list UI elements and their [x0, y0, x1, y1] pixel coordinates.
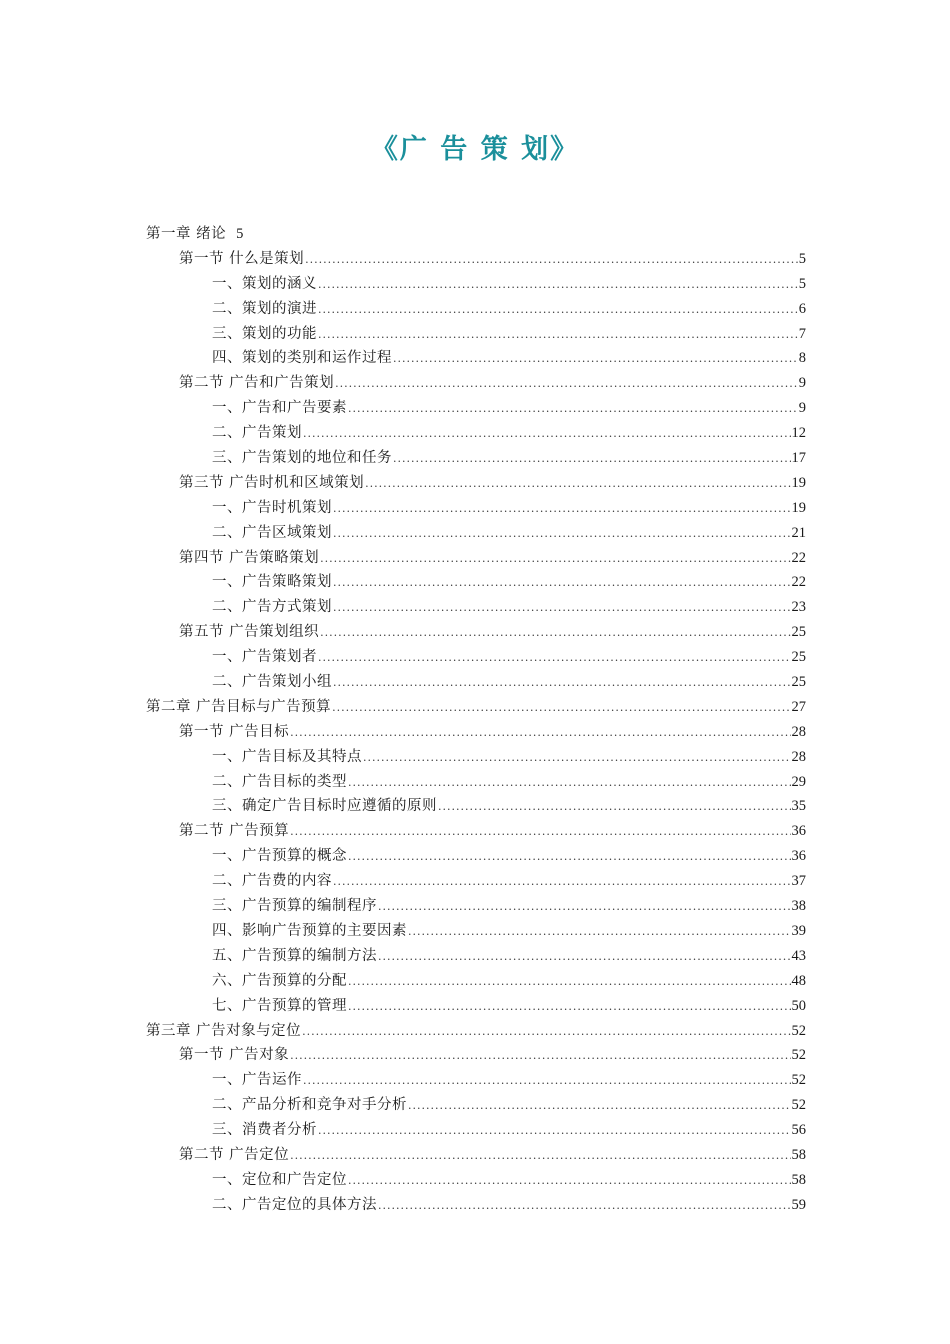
- toc-dot-leader: [318, 323, 798, 348]
- toc-entry-page-number: 23: [791, 599, 806, 616]
- toc-entry[interactable]: [146, 1068, 806, 1093]
- toc-entry-title: 一、定位和广告定位: [212, 1171, 347, 1188]
- toc-entry-page-number: 22: [791, 549, 806, 566]
- document-title: 《广 告 策 划》: [370, 134, 580, 165]
- toc-entry[interactable]: [146, 297, 806, 322]
- toc-entry-title: 一、策划的涵义: [212, 275, 317, 292]
- toc-entry-page-number: 25: [791, 624, 806, 641]
- toc-dot-leader: [318, 298, 798, 323]
- toc-dot-leader: [318, 273, 798, 298]
- table-of-contents: [146, 222, 806, 1218]
- toc-entry[interactable]: [146, 944, 806, 969]
- toc-dot-leader: [393, 447, 791, 472]
- toc-entry[interactable]: [146, 1143, 806, 1168]
- toc-dot-leader: [303, 422, 791, 447]
- toc-entry[interactable]: [146, 869, 806, 894]
- toc-entry[interactable]: [146, 1118, 806, 1143]
- toc-dot-leader: [378, 945, 791, 970]
- toc-entry-title: 第二节 广告和广告策划: [179, 375, 335, 392]
- toc-dot-leader: [333, 870, 791, 895]
- toc-entry-page-number: 56: [791, 1122, 806, 1139]
- toc-entry-page-number: 19: [791, 474, 806, 491]
- toc-entry-title: 六、广告预算的分配: [212, 972, 347, 989]
- toc-entry[interactable]: [146, 1168, 806, 1193]
- toc-entry[interactable]: [146, 346, 806, 371]
- toc-dot-leader: [290, 820, 790, 845]
- toc-entry-title: 三、消费者分析: [212, 1122, 317, 1139]
- toc-entry-page-number: 58: [791, 1146, 806, 1163]
- toc-dot-leader: [318, 1119, 791, 1144]
- toc-entry-title: 三、广告预算的编制程序: [212, 898, 377, 915]
- toc-entry[interactable]: [146, 720, 806, 745]
- toc-entry[interactable]: [146, 595, 806, 620]
- toc-entry[interactable]: [146, 794, 806, 819]
- toc-entry-page-number: 6: [798, 300, 806, 317]
- toc-entry-page-number: 9: [798, 375, 806, 392]
- toc-entry-title: 第三节 广告时机和区域策划: [179, 474, 365, 491]
- toc-dot-leader: [348, 771, 791, 796]
- toc-dot-leader: [320, 547, 790, 572]
- toc-entry-title: 三、确定广告目标时应遵循的原则: [212, 798, 437, 815]
- toc-entry-page-number: 17: [791, 450, 806, 467]
- toc-entry-title: 第五节 广告策划组织: [179, 624, 320, 641]
- toc-dot-leader: [333, 571, 791, 596]
- toc-entry-title: 二、广告策划: [212, 425, 302, 442]
- toc-dot-leader: [333, 671, 791, 696]
- toc-entry-page-number: 12: [791, 425, 806, 442]
- toc-dot-leader: [378, 895, 791, 920]
- toc-entry-title: 七、广告预算的管理: [212, 997, 347, 1014]
- toc-entry-title: 第一节 广告对象: [179, 1047, 290, 1064]
- toc-entry-page-number: 21: [791, 524, 806, 541]
- toc-entry[interactable]: [146, 396, 806, 421]
- toc-dot-leader: [302, 1020, 790, 1045]
- toc-dot-leader: [365, 472, 790, 497]
- toc-dot-leader: [348, 1169, 791, 1194]
- toc-dot-leader: [318, 646, 791, 671]
- toc-entry[interactable]: [146, 322, 806, 347]
- toc-entry[interactable]: [146, 570, 806, 595]
- toc-entry-title: 二、策划的演进: [212, 300, 317, 317]
- toc-entry[interactable]: [146, 546, 806, 571]
- toc-dot-leader: [333, 497, 791, 522]
- toc-entry-title: 一、广告策划者: [212, 649, 317, 666]
- toc-entry-title: 五、广告预算的编制方法: [212, 947, 377, 964]
- toc-entry-page-number: 22: [791, 574, 806, 591]
- toc-entry-page-number: 25: [791, 649, 806, 666]
- toc-entry-title: 四、策划的类别和运作过程: [212, 350, 392, 367]
- toc-entry-page-number: 43: [791, 947, 806, 964]
- toc-entry-title: 三、广告策划的地位和任务: [212, 450, 392, 467]
- toc-dot-leader: [333, 522, 791, 547]
- toc-entry-page-number: 48: [791, 972, 806, 989]
- toc-entry-page-number: 35: [791, 798, 806, 815]
- toc-dot-leader: [290, 721, 790, 746]
- toc-dot-leader: [305, 248, 798, 273]
- toc-entry-page-number: 28: [791, 748, 806, 765]
- toc-entry-page-number: 52: [791, 1047, 806, 1064]
- toc-entry-title: 第一节 什么是策划: [179, 250, 305, 267]
- toc-entry[interactable]: [146, 421, 806, 446]
- toc-entry-title: 第三章 广告对象与定位: [146, 1022, 302, 1039]
- toc-entry-page-number: 9: [798, 400, 806, 417]
- toc-entry-title: 一、广告预算的概念: [212, 848, 347, 865]
- toc-entry-page-number: 52: [791, 1097, 806, 1114]
- toc-entry[interactable]: [146, 620, 806, 645]
- toc-entry[interactable]: [146, 247, 806, 272]
- toc-dot-leader: [333, 596, 791, 621]
- toc-dot-leader: [438, 795, 791, 820]
- toc-entry-page-number: 5: [236, 226, 244, 242]
- toc-entry-title: 第一章 绪论: [146, 226, 227, 242]
- toc-dot-leader: [393, 347, 798, 372]
- toc-entry-title: 一、广告时机策划: [212, 499, 332, 516]
- toc-dot-leader: [348, 970, 791, 995]
- toc-dot-leader: [290, 1144, 790, 1169]
- toc-dot-leader: [408, 920, 791, 945]
- toc-entry-page-number: 52: [791, 1022, 806, 1039]
- toc-entry[interactable]: [146, 770, 806, 795]
- toc-entry-page-number: 37: [791, 873, 806, 890]
- toc-entry-title: 二、广告费的内容: [212, 873, 332, 890]
- toc-dot-leader: [290, 1044, 790, 1069]
- toc-entry-page-number: 38: [791, 898, 806, 915]
- toc-entry[interactable]: [146, 1019, 806, 1044]
- toc-entry[interactable]: [146, 222, 806, 247]
- toc-dot-leader: [303, 1069, 791, 1094]
- toc-entry-page-number: 39: [791, 922, 806, 939]
- toc-entry-page-number: 29: [791, 773, 806, 790]
- toc-entry[interactable]: [146, 745, 806, 770]
- toc-dot-leader: [363, 746, 791, 771]
- toc-entry-page-number: 5: [798, 250, 806, 267]
- toc-entry-title: 二、广告目标的类型: [212, 773, 347, 790]
- toc-entry-page-number: 28: [791, 723, 806, 740]
- toc-entry[interactable]: [146, 969, 806, 994]
- toc-entry-page-number: 59: [791, 1196, 806, 1213]
- toc-entry[interactable]: [146, 894, 806, 919]
- toc-entry[interactable]: [146, 496, 806, 521]
- toc-entry-title: 三、策划的功能: [212, 325, 317, 342]
- toc-entry-title: 二、广告策划小组: [212, 674, 332, 691]
- toc-entry-page-number: 36: [791, 848, 806, 865]
- toc-dot-leader: [348, 845, 791, 870]
- toc-entry-title: 一、广告运作: [212, 1072, 302, 1089]
- toc-entry-title: 二、广告区域策划: [212, 524, 332, 541]
- toc-entry-title: 第一节 广告目标: [179, 723, 290, 740]
- toc-entry[interactable]: [146, 1193, 806, 1218]
- toc-entry-page-number: 58: [791, 1171, 806, 1188]
- toc-entry-page-number: 19: [791, 499, 806, 516]
- toc-entry-page-number: 5: [798, 275, 806, 292]
- toc-entry[interactable]: [146, 844, 806, 869]
- toc-entry-page-number: 50: [791, 997, 806, 1014]
- toc-dot-leader: [335, 372, 798, 397]
- toc-dot-leader: [378, 1194, 791, 1219]
- toc-entry[interactable]: [146, 471, 806, 496]
- toc-entry[interactable]: [146, 1043, 806, 1068]
- toc-entry[interactable]: [146, 919, 806, 944]
- toc-entry-title: 第二节 广告预算: [179, 823, 290, 840]
- toc-dot-leader: [320, 621, 790, 646]
- toc-entry-page-number: 8: [798, 350, 806, 367]
- toc-entry[interactable]: [146, 1093, 806, 1118]
- toc-entry[interactable]: [146, 521, 806, 546]
- toc-dot-leader: [408, 1094, 791, 1119]
- toc-entry-title: 一、广告和广告要素: [212, 400, 347, 417]
- toc-entry[interactable]: [146, 670, 806, 695]
- toc-dot-leader: [348, 397, 798, 422]
- toc-entry[interactable]: [146, 994, 806, 1019]
- toc-entry[interactable]: [146, 272, 806, 297]
- toc-entry-page-number: 25: [791, 674, 806, 691]
- toc-entry-title: 第二节 广告定位: [179, 1146, 290, 1163]
- toc-entry-page-number: 7: [798, 325, 806, 342]
- toc-entry-title: 一、广告策略策划: [212, 574, 332, 591]
- toc-dot-leader: [332, 696, 790, 721]
- toc-entry-title: 第二章 广告目标与广告预算: [146, 698, 332, 715]
- toc-entry-title: 二、广告方式策划: [212, 599, 332, 616]
- toc-entry-page-number: 36: [791, 823, 806, 840]
- toc-entry-page-number: 27: [791, 698, 806, 715]
- toc-entry[interactable]: [146, 446, 806, 471]
- toc-entry-title: 第四节 广告策略策划: [179, 549, 320, 566]
- toc-entry-title: 一、广告目标及其特点: [212, 748, 362, 765]
- toc-entry[interactable]: [146, 645, 806, 670]
- toc-entry-page-number: 52: [791, 1072, 806, 1089]
- toc-entry[interactable]: [146, 371, 806, 396]
- toc-entry-title: 二、产品分析和竞争对手分析: [212, 1097, 407, 1114]
- toc-entry[interactable]: [146, 819, 806, 844]
- toc-entry-title: 二、广告定位的具体方法: [212, 1196, 377, 1213]
- toc-entry-title: 四、影响广告预算的主要因素: [212, 922, 407, 939]
- toc-dot-leader: [348, 995, 791, 1020]
- toc-entry[interactable]: [146, 695, 806, 720]
